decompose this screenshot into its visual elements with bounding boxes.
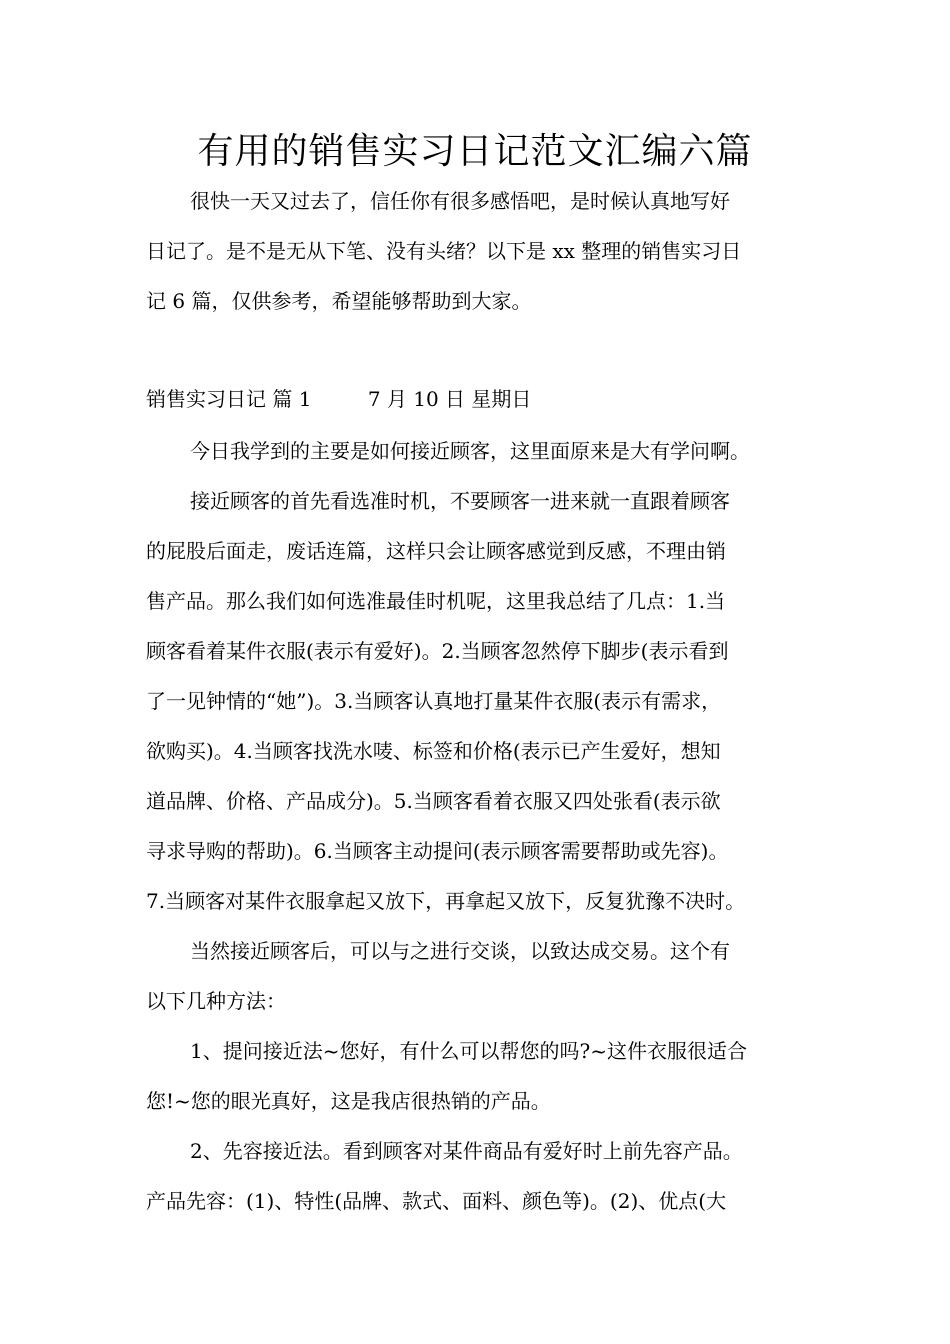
body-line: 接近顾客的首先看选准时机，不要顾客一进来就一直跟着顾客 [190,489,730,513]
body-line: 7.当顾客对某件衣服拿起又放下，再拿起又放下，反复犹豫不决时。 [146,889,746,913]
body-line: 产品先容：(1)、特性(品牌、款式、面料、颜色等)。(2)、优点(大 [146,1189,727,1213]
entry-heading [146,384,531,414]
body-line: 欲购买)。4.当顾客找洗水唛、标签和价格(表示已产生爱好，想知 [146,739,721,763]
body-line: 1、提问接近法~您好，有什么可以帮您的吗?~这件衣服很适合 [190,1039,747,1063]
body-line: 道品牌、价格、产品成分)。5.当顾客看着衣服又四处张看(表示欲 [146,789,721,813]
body-line: 以下几种方法： [146,989,286,1013]
body-line: 售产品。那么我们如何选准最佳时机呢，这里我总结了几点：1.当 [146,589,726,613]
intro-line: 记 6 篇，仅供参考，希望能够帮助到大家。 [146,289,532,313]
body-line: 您!~您的眼光真好，这是我店很热销的产品。 [146,1089,551,1113]
entry-heading-label: 销售实习日记 篇 1 [146,387,312,411]
body-line: 顾客看着某件衣服(表示有爱好)。2.当顾客忽然停下脚步(表示看到 [146,639,729,663]
entry-heading-date: 7 月 10 日 星期日 [367,387,532,411]
body-line: 2、先容接近法。看到顾客对某件商品有爱好时上前先容产品。 [190,1139,743,1163]
body-line: 今日我学到的主要是如何接近顾客，这里面原来是大有学问啊。 [190,439,750,463]
intro-line: 很快一天又过去了，信任你有很多感悟吧，是时候认真地写好 [190,189,730,213]
document-title: 有用的销售实习日记范文汇编六篇 [197,131,753,172]
body-line: 当然接近顾客后，可以与之进行交谈，以致达成交易。这个有 [190,939,730,963]
body-line: 了一见钟情的“她”)。3.当顾客认真地打量某件衣服(表示有需求， [146,689,722,713]
body-line: 的屁股后面走，废话连篇，这样只会让顾客感觉到反感，不理由销 [146,539,726,563]
body-line: 寻求导购的帮助)。6.当顾客主动提问(表示顾客需要帮助或先容)。 [146,839,729,863]
intro-line: 日记了。是不是无从下笔、没有头绪？以下是 xx 整理的销售实习日 [146,239,742,263]
